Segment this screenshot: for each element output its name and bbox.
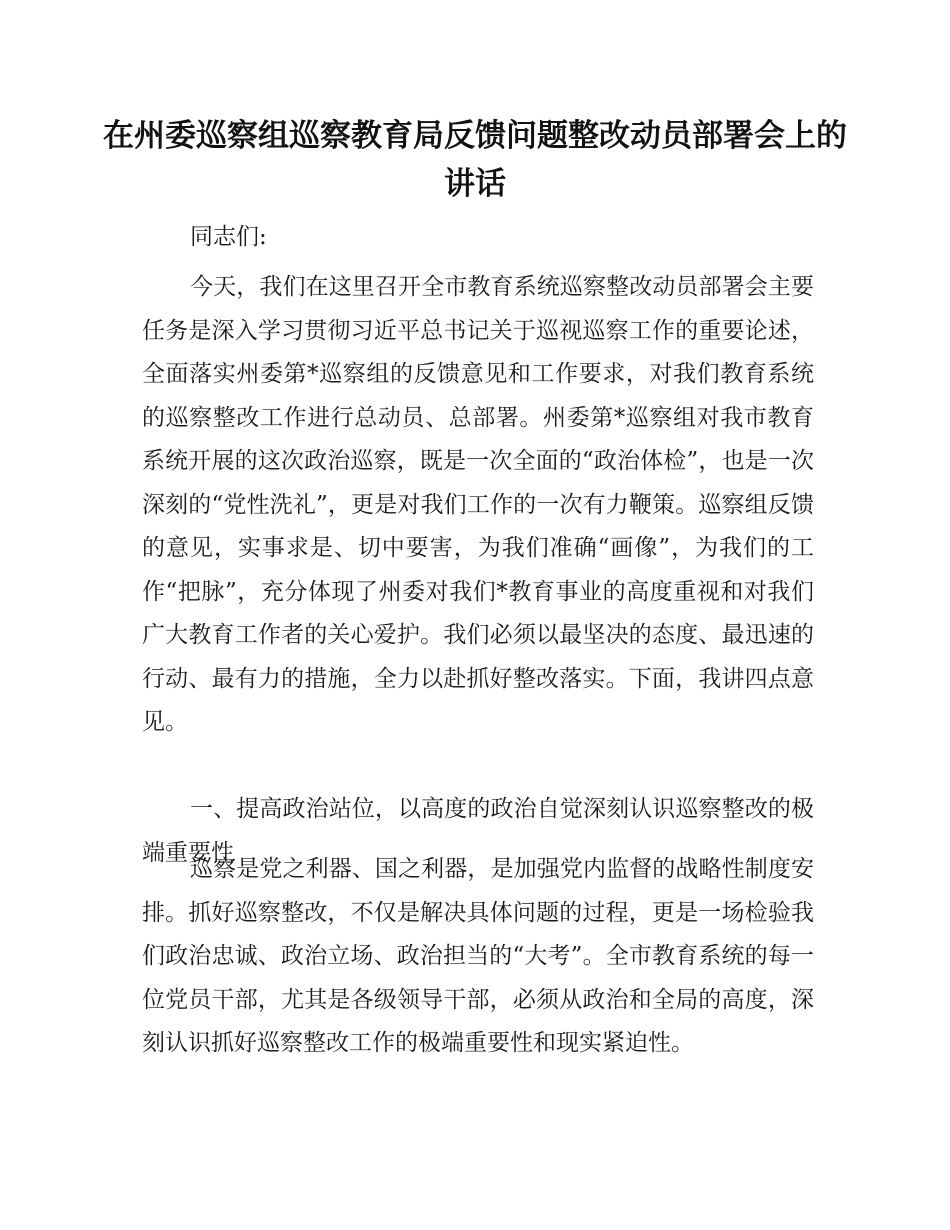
document-title: 在州委巡察组巡察教育局反馈问题整改动员部署会上的讲话	[103, 118, 847, 202]
salutation: 同志们:	[190, 224, 267, 250]
paragraph-section-one: 巡察是党之利器、国之利器，是加强党内监督的战略性制度安排。抓好巡察整改，不仅是解决具体问题的过程，更是一场检验我们政治忠诚、政治立场、政治担当的“大考”。全市教育系统的每一位党员干部，尤其是各级领导干部，必须从政治和全局的高度，深刻认识抓好巡察整改工作的极端重要性和现实紧迫性。	[142, 856, 814, 1056]
section-heading: 一、提高政治站位，以高度的政治自觉深刻认识巡察整改的极端重要性	[142, 796, 814, 866]
paragraph-intro: 今天，我们在这里召开全市教育系统巡察整改动员部署会主要任务是深入学习贯彻习近平总书记关于巡视巡察工作的重要论述，全面落实州委第*巡察组的反馈意见和工作要求，对我们教育系统的巡察整改工作进行总动员、总部署。州委第*巡察组对我市教育系统开展的这次政治巡察，既是一次全面的“政治体检”，也是一次深刻的“党性洗礼”，更是对我们工作的一次有力鞭策。巡察组反馈的意见，实事求是、切中要害，为我们准确“画像”，为我们的工作“把脉”，充分体现了州委对我们*教育事业的高度重视和对我们广大教育工作者的关心爱护。我们必须以最坚决的态度、最迅速的行动、最有力的措施，全力以赴抓好整改落实。下面，我讲四点意见。	[142, 274, 814, 735]
